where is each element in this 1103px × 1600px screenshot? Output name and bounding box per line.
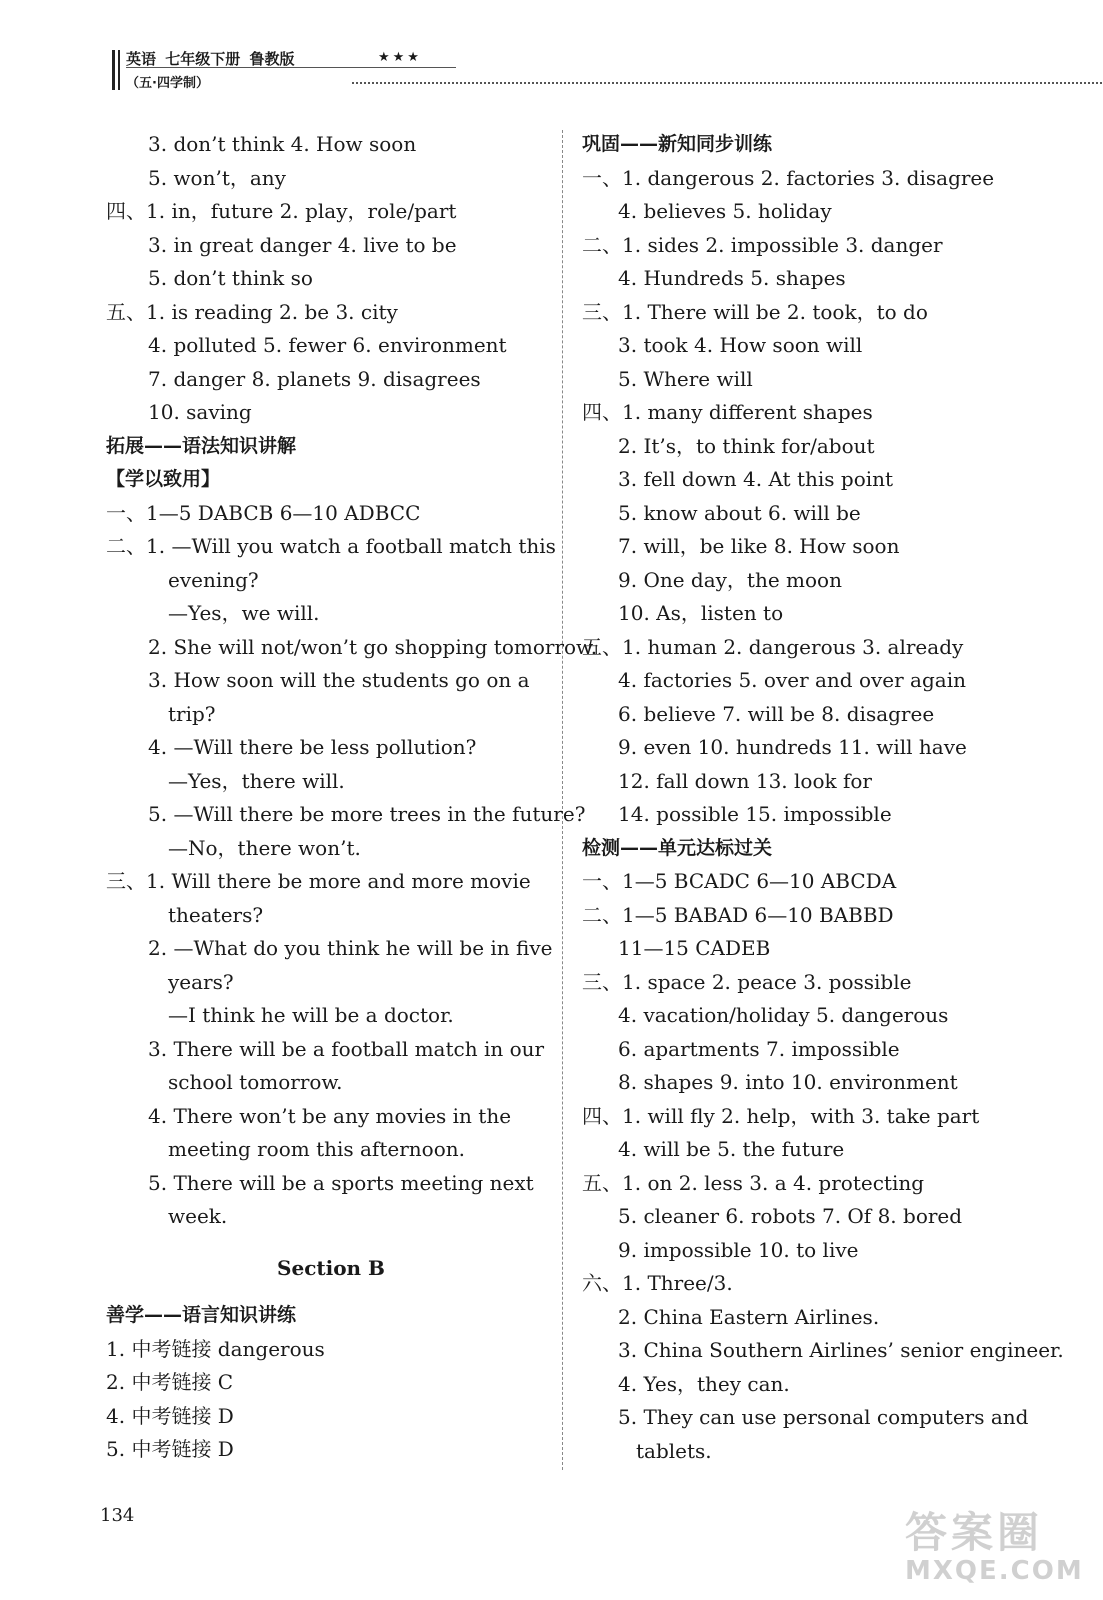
- right-column: [582, 128, 1064, 1468]
- header-bar: [118, 50, 120, 90]
- section-heading: 检测——单元达标过关: [582, 836, 773, 859]
- star-icons: ★★★: [378, 50, 422, 65]
- section-heading: 善学——语言知识讲练: [106, 1304, 297, 1326]
- answer-line: 六、1. Three/3.: [582, 1271, 733, 1295]
- answer-line: 6. believe 7. will be 8. disagree: [618, 701, 935, 726]
- answer-line: 4. There won’t be any movies in the: [148, 1103, 512, 1128]
- answer-line: theaters?: [168, 902, 264, 927]
- answer-line: trip?: [168, 701, 216, 726]
- answer-line: tablets.: [636, 1438, 712, 1463]
- answer-line: 7. danger 8. planets 9. disagrees: [148, 366, 481, 391]
- answer-line: —Yes，we will.: [168, 601, 320, 625]
- edition: 鲁教版: [249, 50, 295, 68]
- answer-line: 二、1. sides 2. impossible 3. danger: [582, 232, 943, 257]
- answer-line: 10. As，listen to: [618, 601, 784, 625]
- answer-line: 2. It’s，to think for/about: [618, 433, 875, 458]
- watermark-logo: [905, 1500, 1085, 1595]
- answer-line: 1. 中考链接 dangerous: [106, 1336, 325, 1361]
- answer-line: 5. cleaner 6. robots 7. Of 8. bored: [618, 1204, 963, 1228]
- answer-line: 4. polluted 5. fewer 6. environment: [148, 333, 507, 357]
- answer-line: 11—15 CADEB: [618, 936, 771, 960]
- answer-line: evening?: [168, 567, 259, 592]
- header-title: [126, 48, 299, 69]
- answer-line: 9. impossible 10. to live: [618, 1237, 859, 1262]
- answer-line: 8. shapes 9. into 10. environment: [618, 1070, 958, 1094]
- page-number: 134: [100, 1505, 135, 1526]
- watermark-url: MXQE.COM: [905, 1556, 1084, 1586]
- answer-line: 5. Where will: [618, 366, 753, 391]
- answer-line: school tomorrow.: [168, 1070, 343, 1094]
- answer-line: 四、1. will fly 2. help，with 3. take part: [582, 1103, 980, 1128]
- answer-line: 4. —Will there be less pollution?: [148, 735, 477, 759]
- answer-line: 五、1. human 2. dangerous 3. already: [582, 634, 964, 659]
- answer-line: 4. Hundreds 5. shapes: [618, 266, 846, 290]
- answer-line: 5. won’t，any: [148, 165, 286, 190]
- answer-line: —Yes，there will.: [168, 768, 345, 793]
- subject: 英语: [126, 50, 157, 68]
- answer-line: 5. 中考链接 D: [106, 1437, 234, 1461]
- section-heading: 巩固——新知同步训练: [582, 133, 773, 155]
- answer-line: 4. vacation/holiday 5. dangerous: [618, 1003, 949, 1027]
- answer-line: 10. saving: [148, 400, 252, 424]
- answer-line: 五、1. on 2. less 3. a 4. protecting: [582, 1170, 925, 1195]
- answer-line: 14. possible 15. impossible: [618, 802, 892, 826]
- answer-line: 2. China Eastern Airlines.: [618, 1304, 880, 1329]
- answer-line: 3. in great danger 4. live to be: [148, 232, 457, 257]
- answer-line: 一、1. dangerous 2. factories 3. disagree: [582, 165, 995, 190]
- answer-line: 5. They can use personal computers and: [618, 1405, 1029, 1429]
- answer-line: 5. —Will there be more trees in the future?: [148, 802, 586, 826]
- answer-line: 一、1—5 BCADC 6—10 ABCDA: [582, 869, 897, 893]
- answer-line: 二、1. —Will you watch a football match this: [106, 534, 556, 558]
- answer-line: 4. will be 5. the future: [618, 1137, 845, 1161]
- answer-line: 9. even 10. hundreds 11. will have: [618, 735, 967, 759]
- header-underline: [126, 67, 456, 68]
- spacer: [106, 1234, 556, 1252]
- answer-line: 五、1. is reading 2. be 3. city: [106, 299, 398, 324]
- section-heading: 【学以致用】: [106, 468, 221, 490]
- answer-line: 2. 中考链接 C: [106, 1370, 234, 1394]
- left-column: [106, 128, 598, 1467]
- answer-line: 5. don’t think so: [148, 266, 313, 290]
- answer-line: 12. fall down 13. look for: [618, 768, 872, 793]
- section-heading: 拓展——语法知识讲解: [106, 434, 297, 457]
- answer-line: 7. will，be like 8. How soon: [618, 534, 900, 558]
- answer-line: 四、1. in，future 2. play，role/part: [106, 199, 457, 223]
- page-header: [112, 44, 1050, 96]
- answer-line: 3. don’t think 4. How soon: [148, 132, 417, 156]
- header-bar: [112, 50, 115, 90]
- answer-line: —No，there won’t.: [168, 835, 361, 860]
- answer-line: 3. China Southern Airlines’ senior engineer.: [618, 1338, 1064, 1362]
- header-system: （五·四学制）: [126, 76, 209, 91]
- header-dotted-rule: [352, 82, 1103, 84]
- answer-line: week.: [168, 1204, 228, 1228]
- answer-line: 4. Yes，they can.: [618, 1371, 790, 1396]
- answer-line: 3. How soon will the students go on a: [148, 668, 530, 692]
- answer-line: 三、1. space 2. peace 3. possible: [582, 969, 912, 994]
- spacer: [106, 1285, 556, 1299]
- answer-line: —I think he will be a doctor.: [168, 1003, 454, 1027]
- answer-line: 二、1—5 BABAD 6—10 BABBD: [582, 902, 894, 927]
- answer-line: 5. There will be a sports meeting next: [148, 1170, 534, 1195]
- answer-line: 三、1. Will there be more and more movie: [106, 869, 531, 893]
- answer-line: 四、1. many different shapes: [582, 400, 873, 424]
- answer-line: 6. apartments 7. impossible: [618, 1036, 900, 1061]
- answer-line: 4. factories 5. over and over again: [618, 668, 966, 692]
- answer-line: 3. took 4. How soon will: [618, 333, 863, 357]
- watermark-text: 答案圈: [905, 1508, 1044, 1557]
- section-title: Section B: [277, 1255, 385, 1280]
- answer-line: 5. know about 6. will be: [618, 500, 861, 525]
- answer-line: 三、1. There will be 2. took，to do: [582, 299, 928, 324]
- answer-line: 3. fell down 4. At this point: [618, 467, 894, 491]
- answer-line: 一、1—5 DABCB 6—10 ADBCC: [106, 500, 421, 525]
- answer-line: meeting room this afternoon.: [168, 1137, 465, 1161]
- answer-line: 2. She will not/won’t go shopping tomorrow.: [148, 634, 598, 659]
- answer-line: 4. 中考链接 D: [106, 1403, 234, 1428]
- answer-line: years?: [168, 969, 234, 994]
- answer-line: 4. believes 5. holiday: [618, 199, 832, 223]
- grade: 七年级下册: [165, 50, 241, 68]
- answer-line: 2. —What do you think he will be in five: [148, 936, 553, 960]
- answer-line: 9. One day，the moon: [618, 567, 842, 592]
- answer-line: 3. There will be a football match in our: [148, 1036, 545, 1061]
